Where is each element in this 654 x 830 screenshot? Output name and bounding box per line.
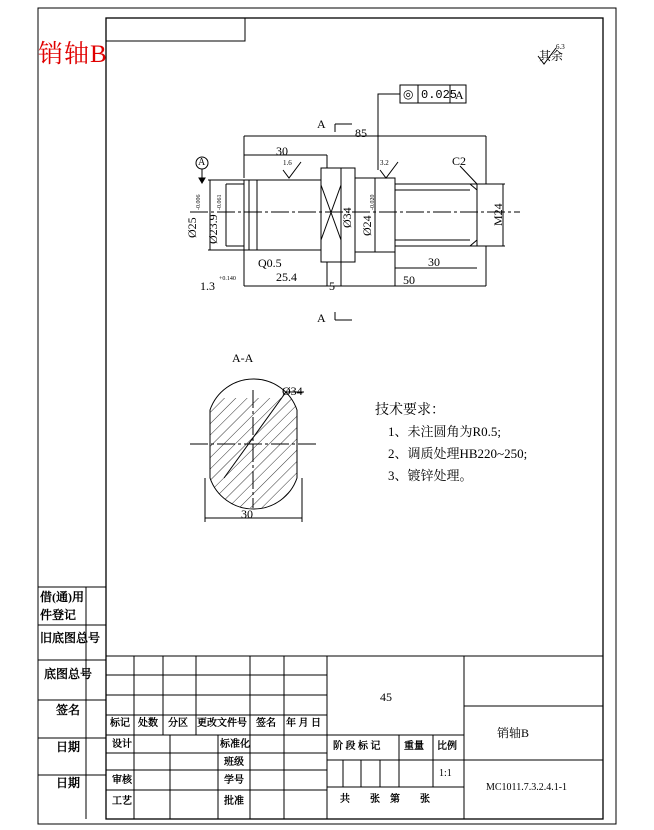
stage-header: 阶 段 标 记 [333, 741, 381, 752]
tolerance-datum: A [455, 88, 464, 102]
datum-label: A [198, 157, 206, 168]
roughness-right: 3.2 [380, 159, 389, 167]
dim-dia-23-tol: -0.061 [217, 194, 223, 210]
dim-50: 50 [403, 273, 415, 287]
concentricity-icon: ◎ [403, 87, 414, 101]
dim-thread: M24 [491, 203, 505, 226]
dim-q05: Q0.5 [258, 256, 282, 270]
dim-dia-25: Ø25 [185, 217, 199, 238]
tech-req-title: 技术要求： [375, 403, 445, 418]
weight-header: 重量 [404, 741, 424, 752]
section-hatch [200, 398, 310, 508]
section-dia: Ø34 [282, 384, 303, 398]
tolerance-value: 0.025 [421, 88, 458, 102]
dim-dia-25-tol: -0.006 [196, 194, 202, 210]
side-label-base: 底图总号 [44, 667, 93, 681]
dim-chamfer: C2 [452, 154, 467, 168]
role-approve: 批准 [224, 796, 244, 807]
rev-header-mark: 标记 [110, 718, 130, 729]
role-student-no: 学号 [224, 775, 244, 786]
section-width: 30 [241, 507, 253, 521]
side-label-sign: 签名 [56, 703, 81, 717]
roughness-left: 1.6 [283, 159, 292, 167]
dim-25-4: 25.4 [276, 270, 297, 284]
drawing-number: MC1011.7.3.2.4.1-1 [486, 782, 568, 793]
dim-dia-24: Ø24 [360, 215, 374, 236]
scale-header: 比例 [437, 741, 457, 752]
surface-finish-label: 其余 [539, 49, 564, 63]
part-name: 销轴B [497, 726, 530, 740]
part-title-red: 销轴B [38, 41, 108, 68]
section-mark-bottom: A [317, 311, 326, 325]
side-label-borrow: 借(通)用 [40, 590, 84, 604]
role-design: 设计 [112, 739, 132, 750]
side-label-old-base: 旧底图总号 [40, 631, 101, 645]
dim-groove-tol: +0.140 [219, 276, 236, 282]
section-title: A-A [232, 351, 254, 365]
tech-req-item-2: 2、调质处理HB220~250; [388, 446, 528, 461]
side-label-date-2: 日期 [56, 776, 81, 790]
dim-dia-24-tol: -0.020 [370, 194, 376, 210]
rev-header-date: 年 月 日 [286, 718, 321, 729]
rev-header-sign: 签名 [256, 718, 276, 729]
rev-header-file: 更改文件号 [197, 718, 247, 729]
rev-header-zone: 分区 [168, 718, 188, 729]
material: 45 [380, 690, 392, 704]
dim-left-length: 30 [276, 144, 288, 158]
dim-dia-34: Ø34 [340, 207, 354, 228]
section-mark-top: A [317, 117, 326, 131]
scale-value: 1:1 [439, 768, 452, 779]
sheet-count: 共 张 第 张 [340, 794, 430, 805]
role-standard: 标准化 [220, 739, 250, 750]
dim-dia-23: Ø23.9 [206, 214, 220, 244]
dim-5: 5 [329, 279, 335, 293]
tech-req-item-1: 1、未注圆角为R0.5; [388, 424, 502, 439]
side-label-register: 件登记 [40, 608, 77, 622]
top-label-box [106, 18, 245, 41]
dim-groove: 1.3 [200, 279, 215, 293]
side-label-date-1: 日期 [56, 740, 81, 754]
rev-header-count: 处数 [138, 718, 158, 729]
role-process: 工艺 [112, 796, 132, 807]
dim-30-right: 30 [428, 255, 440, 269]
dim-overall-length: 85 [355, 126, 367, 140]
role-class: 班级 [224, 757, 244, 768]
role-review: 审核 [112, 775, 132, 786]
surface-finish-value: 6.3 [556, 43, 565, 51]
tech-req-item-3: 3、镀锌处理。 [388, 468, 473, 483]
